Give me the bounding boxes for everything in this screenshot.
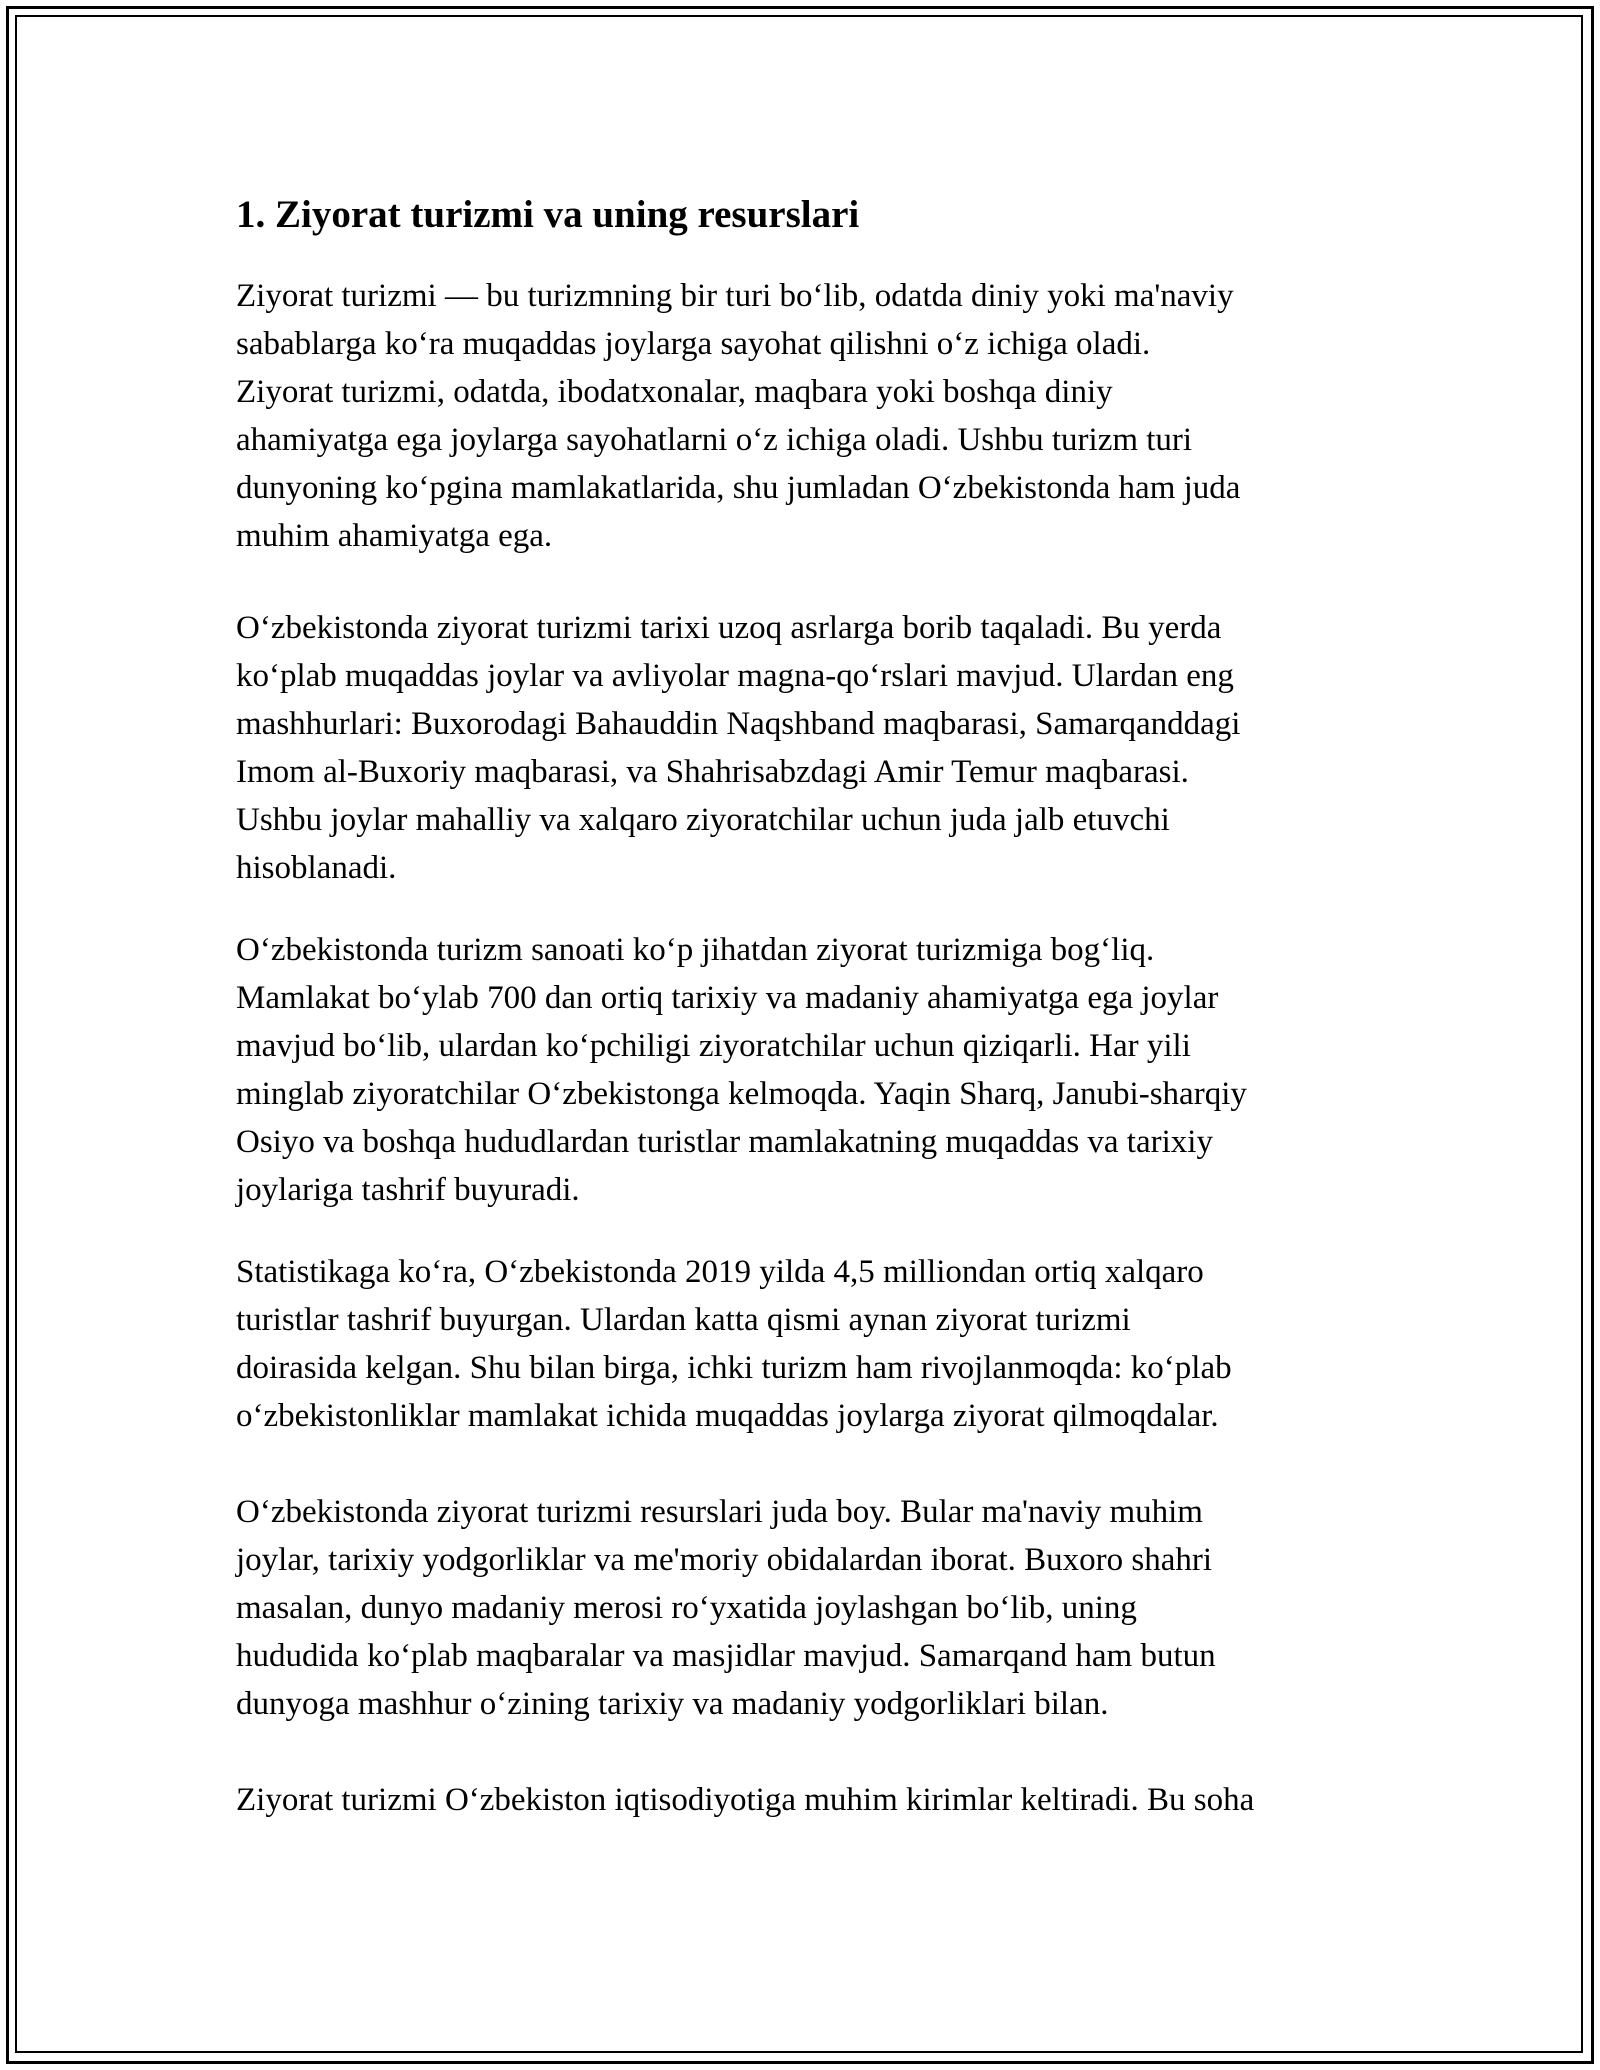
paragraph-line: hududida ko‘plab maqbaralar va masjidlar mavjud. Samarqand ham butun — [236, 1638, 1216, 1674]
paragraph-line: Statistikaga ko‘ra, O‘zbekistonda 2019 yilda 4,5 milliondan ortiq xalqaro — [236, 1254, 1204, 1290]
paragraph-line: turistlar tashrif buyurgan. Ulardan katta qismi aynan ziyorat turizmi — [236, 1302, 1131, 1338]
paragraph-5 — [236, 1488, 1216, 1728]
paragraph-line: masalan, dunyo madaniy merosi ro‘yxatida joylashgan bo‘lib, uning — [236, 1590, 1137, 1626]
paragraph-line: Ushbu joylar mahalliy va xalqaro ziyoratchilar uchun juda jalb etuvchi — [236, 802, 1170, 838]
paragraph-line: sabablarga ko‘ra muqaddas joylarga sayohat qilishni o‘z ichiga oladi. — [236, 326, 1151, 362]
paragraph-line: joylar, tarixiy yodgorliklar va me'moriy obidalardan iborat. Buxoro shahri — [236, 1542, 1213, 1578]
paragraph-line: minglab ziyoratchilar O‘zbekistonga kelmoqda. Yaqin Sharq, Janubi-sharqiy — [236, 1076, 1247, 1112]
section-heading: 1. Ziyorat turizmi va uning resurslari — [236, 193, 860, 236]
paragraph-line: mavjud bo‘lib, ulardan ko‘pchiligi ziyoratchilar uchun qiziqarli. Har yili — [236, 1028, 1191, 1064]
paragraph-line: ahamiyatga ega joylarga sayohatlarni o‘z ichiga oladi. Ushbu turizm turi — [236, 422, 1193, 458]
paragraph-line: O‘zbekistonda ziyorat turizmi tarixi uzoq asrlarga borib taqaladi. Bu yerda — [236, 610, 1222, 646]
paragraph-line: joylariga tashrif buyuradi. — [236, 1172, 580, 1208]
paragraph-line: o‘zbekistonliklar mamlakat ichida muqaddas joylarga ziyorat qilmoqdalar. — [236, 1398, 1219, 1434]
paragraph-line: O‘zbekistonda turizm sanoati ko‘p jihatdan ziyorat turizmiga bog‘liq. — [236, 932, 1155, 968]
paragraph-line: Ziyorat turizmi O‘zbekiston iqtisodiyotiga muhim kirimlar keltiradi. Bu soha — [236, 1782, 1255, 1818]
paragraph-line: dunyoga mashhur o‘zining tarixiy va madaniy yodgorliklari bilan. — [236, 1686, 1109, 1722]
paragraph-6 — [236, 1776, 1254, 1824]
paragraph-line: Osiyo va boshqa hududlardan turistlar mamlakatning muqaddas va tarixiy — [236, 1124, 1213, 1160]
paragraph-line: ko‘plab muqaddas joylar va avliyolar magna-qo‘rslari mavjud. Ulardan eng — [236, 658, 1234, 694]
paragraph-line: Ziyorat turizmi — bu turizmning bir turi bo‘lib, odatda diniy yoki ma'naviy — [236, 278, 1234, 314]
paragraph-line: Mamlakat bo‘ylab 700 dan ortiq tarixiy va madaniy ahamiyatga ega joylar — [236, 980, 1219, 1016]
paragraph-1 — [236, 272, 1240, 560]
paragraph-line: Ziyorat turizmi, odatda, ibodatxonalar, maqbara yoki boshqa diniy — [236, 374, 1113, 410]
paragraph-line: mashhurlari: Buxorodagi Bahauddin Naqshband maqbarasi, Samarqanddagi — [236, 706, 1241, 742]
paragraph-line: Imom al-Buxoriy maqbarasi, va Shahrisabzdagi Amir Temur maqbarasi. — [236, 754, 1189, 790]
paragraph-3 — [236, 926, 1247, 1214]
paragraph-line: muhim ahamiyatga ega. — [236, 518, 553, 554]
paragraph-2 — [236, 604, 1240, 892]
paragraph-line: dunyoning ko‘pgina mamlakatlarida, shu jumladan O‘zbekistonda ham juda — [236, 470, 1241, 506]
paragraph-4 — [236, 1248, 1232, 1440]
paragraph-line: doirasida kelgan. Shu bilan birga, ichki turizm ham rivojlanmoqda: ko‘plab — [236, 1350, 1232, 1386]
paragraph-line: hisoblanadi. — [236, 850, 397, 886]
paragraph-line: O‘zbekistonda ziyorat turizmi resurslari juda boy. Bular ma'naviy muhim — [236, 1494, 1203, 1530]
document-body — [236, 186, 1376, 1818]
